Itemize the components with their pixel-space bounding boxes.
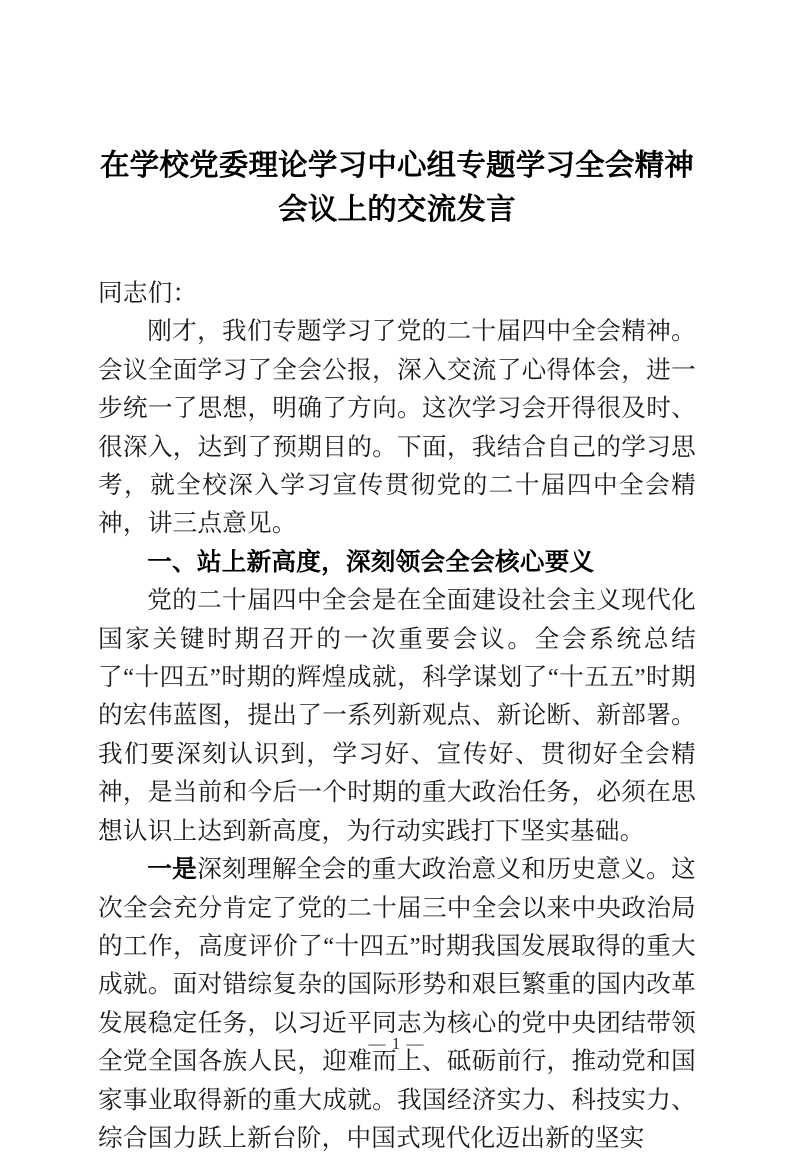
paragraph-opening: 刚才，我们专题学习了党的二十届四中全会精神。会议全面学习了全会公报，深入交流了心得体会，进一步统一了思想，明确了方向。这次学习会开得很及时、很深入，达到了预期目的。下面，我结合自己的学习思考，就全校深入学习宣传贯彻党的二十届四中全会精神，讲三点意见。 <box>98 318 696 538</box>
paragraph-point-one <box>98 851 696 1158</box>
section-heading-one: 一、站上新高度，深刻领会全会核心要义 <box>147 548 595 576</box>
title-spacer <box>98 231 696 275</box>
salutation: 同志们： <box>98 280 198 307</box>
paragraph-point-one-text: 深刻理解全会的重大政治意义和历史意义。这次全会充分肯定了党的二十届三中全会以来中央政治局的工作，高度评价了“十四五”时期我国发展取得的重大成就。面对错综复杂的国际形势和艰巨繁重的国内改革发展稳定任务，以习近平同志为核心的党中央团结带领全党全国各族人民，迎难而上、砥砺前行，推动党和国家事业取得新的重大成就。我国经济实力、科技实力、综合国力跃上新台阶，中国式现代化迈出新的坚实 <box>98 856 696 1152</box>
page-title: 在学校党委理论学习中心组专题学习全会精神会议上的交流发言 <box>99 147 694 226</box>
page-number-footer: — 1 — <box>368 1034 425 1053</box>
paragraph-section-one-body: 党的二十届四中全会是在全面建设社会主义现代化国家关键时期召开的一次重要会议。全会系统总结了“十四五”时期的辉煌成就，科学谋划了“十五五”时期的宏伟蓝图，提出了一系列新观点、新论断、新部署。我们要深刻认识到，学习好、宣传好、贯彻好全会精神，是当前和今后一个时期的重大政治任务，必须在思想认识上达到新高度，为行动实践打下坚实基础。 <box>98 587 696 845</box>
paragraph-point-one-leadin: 一是 <box>147 856 198 884</box>
document-content <box>98 0 696 1158</box>
